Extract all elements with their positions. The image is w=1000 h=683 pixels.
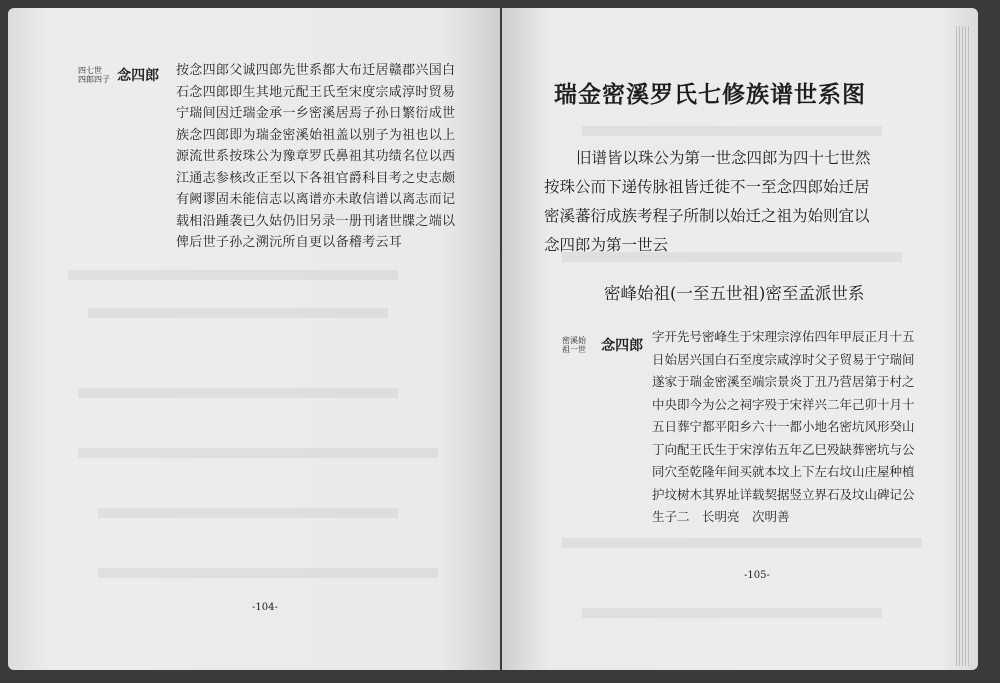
text-line: 源流世系按珠公为豫章罗氏鼻祖其功绩名位以西 <box>176 149 456 164</box>
text-line: 按珠公而下递传脉祖皆迁徙不一至念四郎始迁居 <box>544 178 870 196</box>
generation-name: 念四郎 <box>601 337 644 354</box>
text-line: 日始居兴国白石至度宗咸淳时父子贸易于宁瑞间 <box>652 351 915 367</box>
right-page <box>502 8 978 670</box>
text-line: 族念四郎即为瑞金密溪始祖盖以别子为祖也以上 <box>176 127 456 143</box>
text-line: 密溪蕃衍成族考程子所制以始迁之祖为始则宜以 <box>544 207 870 225</box>
text-line: 中央即今为公之祠字殁于宋祥兴二年己卯十月十 <box>652 396 915 412</box>
document-title: 瑞金密溪罗氏七修族谱世系图 <box>554 81 866 108</box>
right-body-text <box>652 326 962 529</box>
generation-label <box>78 64 168 85</box>
section-subtitle: 密峰始祖(一至五世祖)密至孟派世系 <box>604 284 865 303</box>
generation-small-text: 密溪始 祖一世 <box>562 335 586 354</box>
page-number-left: -104- <box>252 602 278 613</box>
text-line: 同穴至乾隆年间买就本坟上下左右坟山庄屋种植 <box>652 464 915 479</box>
text-line: 护坟树木其界址详载契据竖立界石及坟山碑记公 <box>652 486 915 502</box>
text-line: 有阙谬固未能信志以离谱亦未敢信谱以离志而记 <box>176 192 456 207</box>
left-body-text <box>176 60 476 254</box>
text-line: 俾后世子孙之溯沅所自更以备稽考云耳 <box>176 235 403 250</box>
text-line: 宁瑞间因迁瑞金承一乡密溪居焉子孙日繁衍成世 <box>176 106 456 121</box>
text-line: 遂家于瑞金密溪至端宗景炎丁丑乃营居第于村之 <box>652 374 915 389</box>
text-line: 石念四郎即生其地元配王氏至宋度宗咸淳时贸易 <box>176 84 456 100</box>
text-line: 按念四郎父诚四郎先世系都大布迁居赣郡兴国白 <box>176 63 456 78</box>
text-line: 江通志参核改正至以下各祖官爵科目考之史志颇 <box>176 170 456 186</box>
left-page <box>8 8 500 670</box>
intro-paragraph <box>544 144 944 260</box>
text-line: 念四郎为第一世云 <box>544 236 669 254</box>
generation-label <box>562 334 643 355</box>
text-line: 字开先号密峰生于宋理宗淳佑四年甲辰正月十五 <box>652 329 915 344</box>
text-line: 丁向配王氏生于宋淳佑五年乙巳殁缺葬密坑与公 <box>652 441 915 457</box>
text-line: 五日葬宁都平阳乡六十一都小地名密坑风形癸山 <box>652 419 915 434</box>
generation-small-text: 四七世 四郎四子 <box>78 65 110 84</box>
text-line: 载相沿踵袭已久姑仍旧另录一册刊诸世牒之端以 <box>176 213 456 229</box>
generation-name: 念四郎 <box>117 67 160 84</box>
text-line: 生子二 长明亮 次明善 <box>652 509 790 524</box>
page-number-right: -105- <box>744 570 770 581</box>
text-line: 旧谱皆以珠公为第一世念四郎为四十七世然 <box>576 149 871 167</box>
